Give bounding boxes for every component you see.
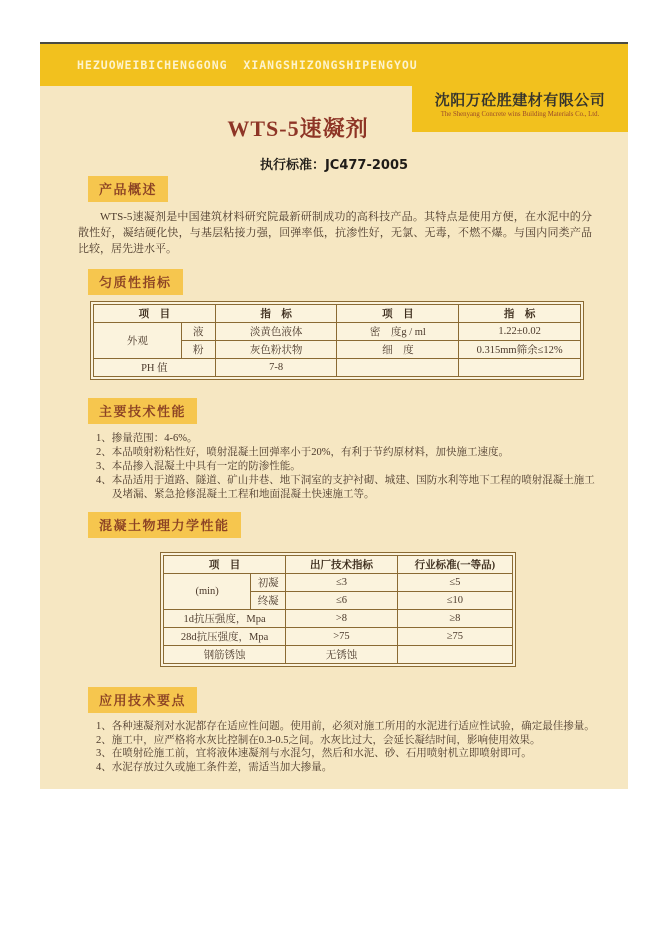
header-cell: 出厂技术指标 (286, 555, 398, 573)
section-heading-mechanics: 混凝土物理力学性能 (88, 512, 241, 538)
list-item: 1、掺量范围：4-6%。 (96, 433, 198, 445)
cell-powder: 粉 (181, 341, 215, 359)
company-block (412, 86, 628, 132)
cell-ph-value: 7-8 (215, 359, 337, 377)
table-row (164, 609, 513, 627)
cell-final-set: 终凝 (251, 591, 286, 609)
cell-value: ≥8 (397, 609, 512, 627)
section-heading-performance: 主要技术性能 (88, 398, 197, 424)
table-row (164, 627, 513, 645)
section-heading-homogeneity: 匀质性指标 (88, 269, 183, 295)
table-header-row (164, 555, 513, 573)
cell-value: >75 (286, 627, 398, 645)
homogeneity-table (90, 301, 584, 380)
table-header-row (94, 305, 581, 323)
table-row (94, 323, 581, 341)
list-item: 3、在喷射砼施工前，宜将液体速凝剂与水混匀，然后和水泥、砂、石用喷射机立即喷射即可。 (96, 748, 532, 760)
cell-value: ≥75 (397, 627, 512, 645)
cell-density-value: 1.22±0.02 (459, 323, 581, 341)
header-cell: 指 标 (459, 305, 581, 323)
cell-value: >8 (286, 609, 398, 627)
cell-value: 无锈蚀 (286, 645, 398, 663)
document-page (40, 42, 628, 789)
cell-fineness-value: 0.315mm筛余≤12% (459, 341, 581, 359)
list-item: 4、水泥存放过久或施工条件差，需适当加大掺量。 (96, 762, 333, 774)
top-banner (40, 42, 628, 86)
cell-fineness-label: 细 度 (337, 341, 459, 359)
cell-1d-strength-label: 1d抗压强度，Mpa (164, 609, 286, 627)
header-cell: 项 目 (94, 305, 216, 323)
company-name: 沈阳万砼胜建材有限公司 (434, 91, 606, 109)
section-heading-application: 应用技术要点 (88, 687, 197, 713)
cell-empty (337, 359, 459, 377)
list-item: 3、本品掺入混凝土中具有一定的防渗性能。 (96, 461, 301, 473)
cell-empty (397, 645, 512, 663)
section-overview (40, 173, 628, 257)
cell-min-label: (min) (164, 573, 251, 609)
header-cell: 行业标准(一等品) (397, 555, 512, 573)
cell-28d-strength-label: 28d抗压强度，Mpa (164, 627, 286, 645)
section-application (40, 667, 628, 775)
banner-slogan: HEZUOWEIBICHENGGONG XIANGSHIZONGSHIPENGYOU (77, 58, 418, 72)
cell-ph-label: PH 值 (94, 359, 216, 377)
cell-value: ≤6 (286, 591, 398, 609)
application-list (96, 720, 598, 775)
cell-empty (459, 359, 581, 377)
list-item: 2、施工中，应严格将水灰比控制在0.3-0.5之间。水灰比过大，会延长凝结时间，影响使用效果。 (96, 734, 541, 746)
page-title: WTS-5速凝剂 (227, 116, 369, 141)
performance-list (96, 432, 598, 501)
cell-appearance: 外观 (94, 323, 182, 359)
cell-liquid-value: 淡黄色液体 (215, 323, 337, 341)
cell-density-label: 密 度g / ml (337, 323, 459, 341)
section-mechanics (40, 502, 628, 667)
cell-value: ≤10 (397, 591, 512, 609)
section-heading-overview: 产品概述 (88, 176, 168, 202)
cell-value: ≤3 (286, 573, 398, 591)
section-performance (40, 380, 628, 501)
cell-liquid: 液 (181, 323, 215, 341)
list-item: 2、本品喷射粉粘性好，喷射混凝土回弹率小于20%，有利于节约原材料，加快施工速度。 (96, 447, 509, 459)
list-item: 4、本品适用于道路、隧道、矿山井巷、地下洞室的支护衬砌、城建、国防水利等地下工程的喷射混凝土施工及堵漏、紧急抢修混凝土工程和地面混凝土快速施工等。 (96, 475, 595, 500)
company-name-english: The Shenyang Concrete wins Building Materials Co., Ltd. (440, 111, 600, 118)
table-row (94, 359, 581, 377)
header-cell: 项 目 (337, 305, 459, 323)
table-row (164, 573, 513, 591)
header-cell: 项 目 (164, 555, 286, 573)
cell-initial-set: 初凝 (251, 573, 286, 591)
cell-rebar-corrosion-label: 钢筋锈蚀 (164, 645, 286, 663)
header-cell: 指 标 (215, 305, 337, 323)
list-item: 1、各种速凝剂对水泥都存在适应性问题。使用前，必须对施工所用的水泥进行适应性试验，确定最佳掺量。 (96, 720, 595, 732)
mechanics-table (160, 552, 516, 667)
section-homogeneity (40, 257, 628, 380)
cell-powder-value: 灰色粉状物 (215, 341, 337, 359)
overview-paragraph: WTS-5速凝剂是中国建筑材料研究院最新研制成功的高科技产品。其特点是使用方便，在水泥中的分散性好，凝结硬化快，与基层粘接力强，回弹率低，抗渗性好，无氯、无毒，不燃不爆。与国内同类产品比较，居先进水平。 (78, 211, 592, 256)
standard-line: 执行标准：JC477-2005 (259, 158, 409, 173)
cell-value: ≤5 (397, 573, 512, 591)
table-row (164, 645, 513, 663)
